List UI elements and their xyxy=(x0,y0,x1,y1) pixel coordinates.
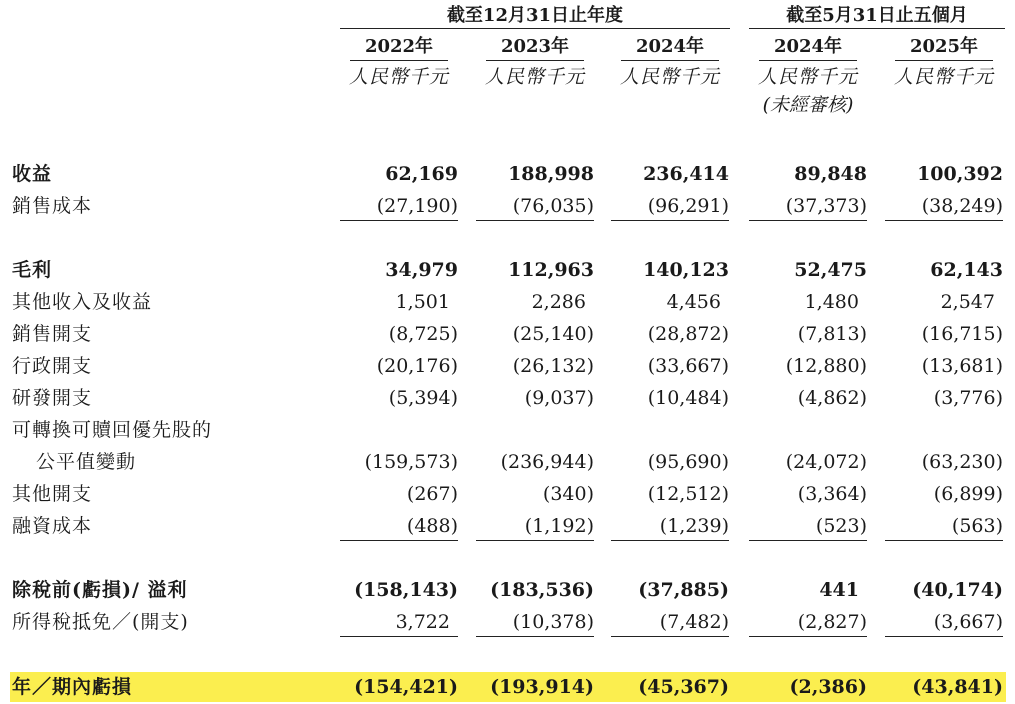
row-value: (3,364) xyxy=(797,483,867,505)
row-value: (33,667) xyxy=(647,355,729,377)
row-value: (16,715) xyxy=(921,323,1003,345)
row-value: (28,872) xyxy=(647,323,729,345)
row-value: (1,192) xyxy=(524,515,594,537)
subtotal-rule xyxy=(749,220,867,221)
row-value: (488) xyxy=(406,515,458,537)
subtotal-rule xyxy=(340,636,458,637)
row-value: (267) xyxy=(406,483,458,505)
subtotal-rule xyxy=(749,636,867,637)
row-value: (45,367) xyxy=(638,676,729,698)
subtotal-rule xyxy=(885,220,1003,221)
column-year: 2023年 xyxy=(486,35,584,61)
column-currency: 人民幣千元 xyxy=(484,66,585,88)
row-value: (43,841) xyxy=(912,676,1003,698)
column-header xyxy=(476,35,594,89)
subtotal-rule xyxy=(340,220,458,221)
row-label: 其他開支 xyxy=(12,483,93,505)
column-currency: 人民幣千元 xyxy=(757,66,858,88)
row-value: (2,827) xyxy=(797,611,867,633)
column-year: 2022年 xyxy=(350,35,448,61)
row-value: (1,239) xyxy=(659,515,729,537)
row-value: 62,143 xyxy=(930,259,1003,281)
row-value: (8,725) xyxy=(388,323,458,345)
column-header xyxy=(611,35,729,89)
table-row-loss xyxy=(0,673,1015,701)
row-value: (38,249) xyxy=(921,195,1003,217)
row-value: (183,536) xyxy=(490,579,594,601)
row-label: 收益 xyxy=(12,163,53,185)
row-value: (20,176) xyxy=(376,355,458,377)
row-value: (523) xyxy=(815,515,867,537)
row-value: (236,944) xyxy=(500,451,594,473)
column-year: 2025年 xyxy=(895,35,993,61)
row-value: (2,386) xyxy=(789,676,867,698)
column-currency: 人民幣千元 xyxy=(893,66,994,88)
row-value: (95,690) xyxy=(647,451,729,473)
row-label: 研發開支 xyxy=(12,387,93,409)
row-value: 4,456 xyxy=(666,291,721,313)
subtotal-rule xyxy=(885,540,1003,541)
column-note: (未經審核) xyxy=(762,94,854,116)
row-value: (7,813) xyxy=(797,323,867,345)
subtotal-rule xyxy=(885,636,1003,637)
row-label: 銷售成本 xyxy=(12,195,93,217)
row-value: (63,230) xyxy=(921,451,1003,473)
row-label: 所得稅抵免／(開支) xyxy=(12,611,189,633)
row-value: 1,480 xyxy=(804,291,859,313)
row-value: (193,914) xyxy=(490,676,594,698)
row-label: 其他收入及收益 xyxy=(12,291,153,313)
row-value: (96,291) xyxy=(647,195,729,217)
group-underline-five-month xyxy=(749,28,1005,29)
table-row xyxy=(0,384,1015,412)
row-label: 銷售開支 xyxy=(12,323,93,345)
row-value: 62,169 xyxy=(385,163,458,185)
row-value: (159,573) xyxy=(364,451,458,473)
row-value: (7,482) xyxy=(659,611,729,633)
row-value: (5,394) xyxy=(388,387,458,409)
table-row xyxy=(0,576,1015,604)
row-value: (10,378) xyxy=(512,611,594,633)
table-row xyxy=(0,256,1015,284)
row-value: (27,190) xyxy=(376,195,458,217)
row-label: 毛利 xyxy=(12,259,53,281)
row-value: 236,414 xyxy=(643,163,729,185)
row-value: 441 xyxy=(819,579,859,601)
column-currency: 人民幣千元 xyxy=(348,66,449,88)
row-value: (25,140) xyxy=(512,323,594,345)
row-value: (12,880) xyxy=(785,355,867,377)
row-value: 1,501 xyxy=(395,291,450,313)
row-label: 公平值變動 xyxy=(36,451,137,473)
subtotal-rule xyxy=(476,636,594,637)
row-value: (26,132) xyxy=(512,355,594,377)
column-header xyxy=(749,35,867,117)
subtotal-rule xyxy=(611,220,729,221)
row-value: (158,143) xyxy=(354,579,458,601)
row-value: 100,392 xyxy=(917,163,1003,185)
row-value: (24,072) xyxy=(785,451,867,473)
subtotal-rule xyxy=(476,220,594,221)
row-value: 140,123 xyxy=(643,259,729,281)
column-currency: 人民幣千元 xyxy=(619,66,720,88)
row-label: 除稅前(虧損)/ 溢利 xyxy=(12,579,188,601)
row-value: (9,037) xyxy=(524,387,594,409)
row-value: (10,484) xyxy=(647,387,729,409)
row-value: (12,512) xyxy=(647,483,729,505)
row-value: (40,174) xyxy=(912,579,1003,601)
row-value: 3,722 xyxy=(395,611,450,633)
row-value: (340) xyxy=(542,483,594,505)
row-value: (37,373) xyxy=(785,195,867,217)
table-row xyxy=(0,288,1015,316)
table-row xyxy=(0,160,1015,188)
row-label: 年／期內虧損 xyxy=(12,676,133,698)
table-row xyxy=(0,320,1015,348)
row-value: 52,475 xyxy=(794,259,867,281)
table-row xyxy=(0,192,1015,220)
group-header-five-month: 截至5月31日止五個月 xyxy=(786,5,968,26)
row-value: (13,681) xyxy=(921,355,1003,377)
row-value: (3,667) xyxy=(933,611,1003,633)
table-row xyxy=(0,352,1015,380)
row-value: (6,899) xyxy=(933,483,1003,505)
row-value: 89,848 xyxy=(794,163,867,185)
column-header xyxy=(885,35,1003,89)
row-label: 融資成本 xyxy=(12,515,93,537)
table-row xyxy=(0,608,1015,636)
row-value: 2,547 xyxy=(940,291,995,313)
subtotal-rule xyxy=(611,540,729,541)
column-year: 2024年 xyxy=(759,35,857,61)
subtotal-rule xyxy=(611,636,729,637)
group-header-annual: 截至12月31日止年度 xyxy=(446,5,624,26)
table-row xyxy=(0,480,1015,508)
row-label: 可轉換可贖回優先股的 xyxy=(12,419,213,441)
row-value: 2,286 xyxy=(531,291,586,313)
subtotal-rule xyxy=(476,540,594,541)
row-value: (4,862) xyxy=(797,387,867,409)
subtotal-rule xyxy=(749,540,867,541)
row-value: (3,776) xyxy=(933,387,1003,409)
row-value: (154,421) xyxy=(354,676,458,698)
row-value: 112,963 xyxy=(508,259,594,281)
table-row xyxy=(0,416,1015,444)
table-row xyxy=(0,448,1015,476)
row-value: (563) xyxy=(951,515,1003,537)
row-value: 34,979 xyxy=(385,259,458,281)
group-underline-annual xyxy=(340,28,730,29)
subtotal-rule xyxy=(340,540,458,541)
column-header xyxy=(340,35,458,89)
column-year: 2024年 xyxy=(621,35,719,61)
table-row xyxy=(0,512,1015,540)
row-value: (37,885) xyxy=(638,579,729,601)
row-label: 行政開支 xyxy=(12,355,93,377)
row-value: (76,035) xyxy=(512,195,594,217)
row-value: 188,998 xyxy=(508,163,594,185)
